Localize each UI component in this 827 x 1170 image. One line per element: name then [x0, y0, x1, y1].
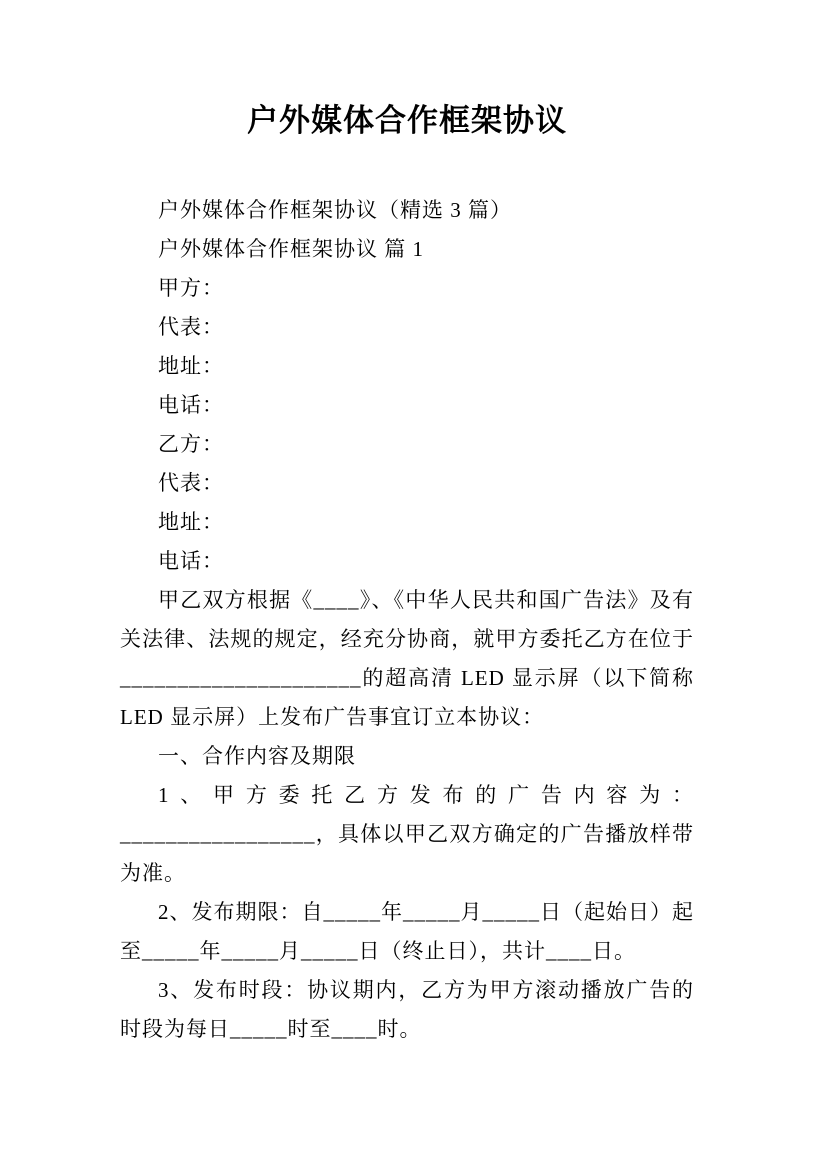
party-a-label: 甲方：: [158, 276, 224, 300]
party-a-address-label: 地址：: [158, 354, 224, 378]
party-b-address-label: 地址：: [158, 510, 224, 534]
document-title: 户外媒体合作框架协议: [247, 103, 567, 138]
preamble-paragraph: 甲乙双方根据《____》、《中华人民共和国广告法》及有关法律、法规的规定，经充分协商，就甲方委托乙方在位于_____________________的超高清 LED 显示屏（以下简称 LED 显示屏）上发布广告事宜订立本协议：: [120, 588, 694, 729]
document-body: [120, 191, 694, 1049]
clause-2-publish-term: 2、发布期限：自_____年_____月_____日（起始日）起至_____年_____月_____日（终止日），共计____日。: [120, 900, 694, 963]
party-b-label: 乙方：: [158, 432, 224, 456]
part-1-heading: 户外媒体合作框架协议 篇 1: [158, 237, 424, 261]
party-a-rep-label: 代表：: [158, 315, 224, 339]
doc-subtitle: 户外媒体合作框架协议（精选 3 篇）: [158, 198, 512, 222]
clause-1-ad-content: 1、甲方委托乙方发布的广告内容为：_________________，具体以甲乙双方确定的广告播放样带为准。: [120, 783, 694, 885]
party-a-phone-label: 电话：: [158, 393, 224, 417]
party-b-phone-label: 电话：: [158, 549, 224, 573]
party-b-rep-label: 代表：: [158, 471, 224, 495]
section-1-heading: 一、合作内容及期限: [158, 744, 356, 768]
clause-3-time-slot: 3、发布时段：协议期内，乙方为甲方滚动播放广告的时段为每日_____时至____时。: [120, 978, 694, 1041]
